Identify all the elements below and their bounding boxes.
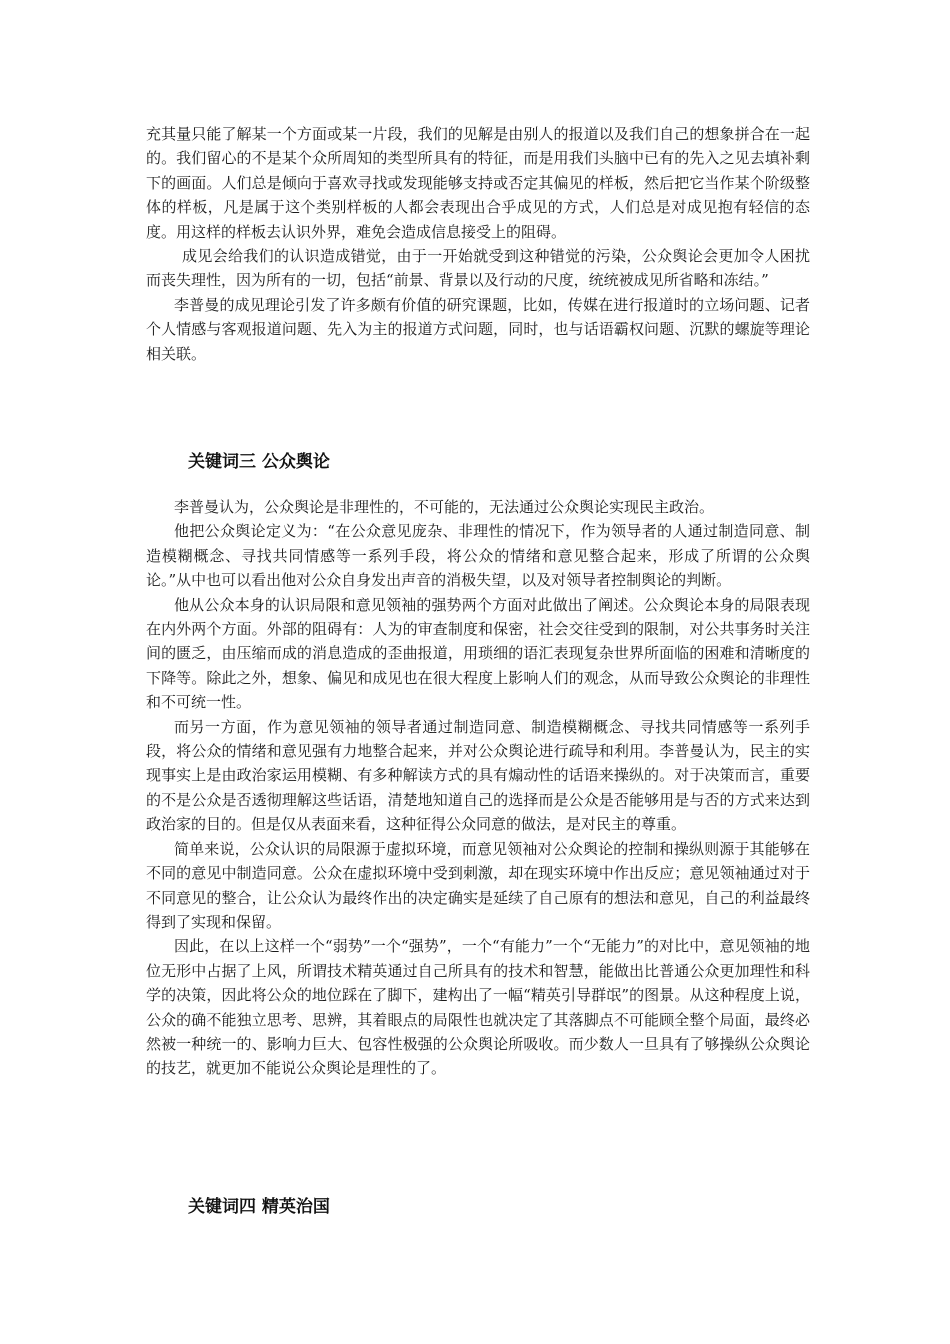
- body-text-section-3: [146, 495, 810, 1081]
- paragraph: 他从公众本身的认识局限和意见领袖的强势两个方面对此做出了阐述。公众舆论本身的局限表现在内外两个方面。外部的阻碍有：人为的审查制度和保密，社会交往受到的限制，对公共事务时关注间的匮乏，由压缩而成的消息造成的歪曲报道，用琐细的语汇表现复杂世界所面临的困难和清晰度的下降等。除此之外，想象、偏见和成见也在很大程度上影响人们的观念，从而导致公众舆论的非理性和不可统一性。: [146, 595, 810, 712]
- section-heading-keyword-3: 关键词三 公众舆论: [188, 452, 330, 472]
- paragraph: 成见会给我们的认识造成错觉，由于一开始就受到这种错觉的污染，公众舆论会更加令人困扰而丧失理性，因为所有的一切，包括“前景、背景以及行动的尺度，统统被成见所省略和冻结。”: [146, 247, 810, 290]
- paragraph: 因此，在以上这样一个“弱势”一个“强势”，一个“有能力”一个“无能力”的对比中，意见领袖的地位无形中占据了上风，所谓技术精英通过自己所具有的技术和智慧，能做出比普通公众更加理性和科学的决策，因此将公众的地位踩在了脚下，建构出了一幅“精英引导群氓”的图景。从这种程度上说，公众的确不能独立思考、思辨，其着眼点的局限性也就决定了其落脚点不可能顾全整个局面，最终必然被一种统一的、影响力巨大、包容性极强的公众舆论所吸收。而少数人一旦具有了够操纵公众舆论的技艺，就更加不能说公众舆论是理性的了。: [146, 937, 810, 1078]
- paragraph: 他把公众舆论定义为：“在公众意见庞杂、非理性的情况下，作为领导者的人通过制造同意、制造模糊概念、寻找共同情感等一系列手段，将公众的情绪和意见整合起来，形成了所谓的公众舆论。”从中也可以看出他对公众自身发出声音的消极失望，以及对领导者控制舆论的判断。: [146, 522, 810, 590]
- body-text-top: [146, 122, 810, 366]
- paragraph: 李普曼的成见理论引发了许多颇有价值的研究课题，比如，传媒在进行报道时的立场问题、记者个人情感与客观报道问题、先入为主的报道方式问题，同时，也与话语霸权问题、沉默的螺旋等理论相关联。: [146, 295, 810, 363]
- section-heading-keyword-4: 关键词四 精英治国: [188, 1197, 330, 1217]
- paragraph: 而另一方面，作为意见领袖的领导者通过制造同意、制造模糊概念、寻找共同情感等一系列手段，将公众的情绪和意见强有力地整合起来，并对公众舆论进行疏导和利用。李普曼认为，民主的实现事实上是由政治家运用模糊、有多种解读方式的具有煽动性的话语来操纵的。对于决策而言，重要的不是公众是否透彻理解这些话语，清楚地知道自己的选择而是公众是否能够用是与否的方式来达到政治家的目的。但是仅从表面来看，这种征得公众同意的做法，是对民主的尊重。: [146, 717, 810, 834]
- paragraph: 简单来说，公众认识的局限源于虚拟环境，而意见领袖对公众舆论的控制和操纵则源于其能够在不同的意见中制造同意。公众在虚拟环境中受到刺激，却在现实环境中作出反应；意见领袖通过对于不同意见的整合，让公众认为最终作出的决定确实是延续了自己原有的想法和意见，自己的利益最终得到了实现和保留。: [146, 839, 810, 931]
- paragraph: 充其量只能了解某一个方面或某一片段，我们的见解是由别人的报道以及我们自己的想象拼合在一起的。我们留心的不是某个众所周知的类型所具有的特征，而是用我们头脑中已有的先入之见去填补剩下的画面。人们总是倾向于喜欢寻找或发现能够支持或否定其偏见的样板，然后把它当作某个阶级整体的样板，凡是属于这个类别样板的人都会表现出合乎成见的方式，人们总是对成见抱有轻信的态度。用这样的样板去认识外界，难免会造成信息接受上的阻碍。: [146, 125, 810, 241]
- paragraph: 李普曼认为，公众舆论是非理性的，不可能的，无法通过公众舆论实现民主政治。: [174, 498, 715, 516]
